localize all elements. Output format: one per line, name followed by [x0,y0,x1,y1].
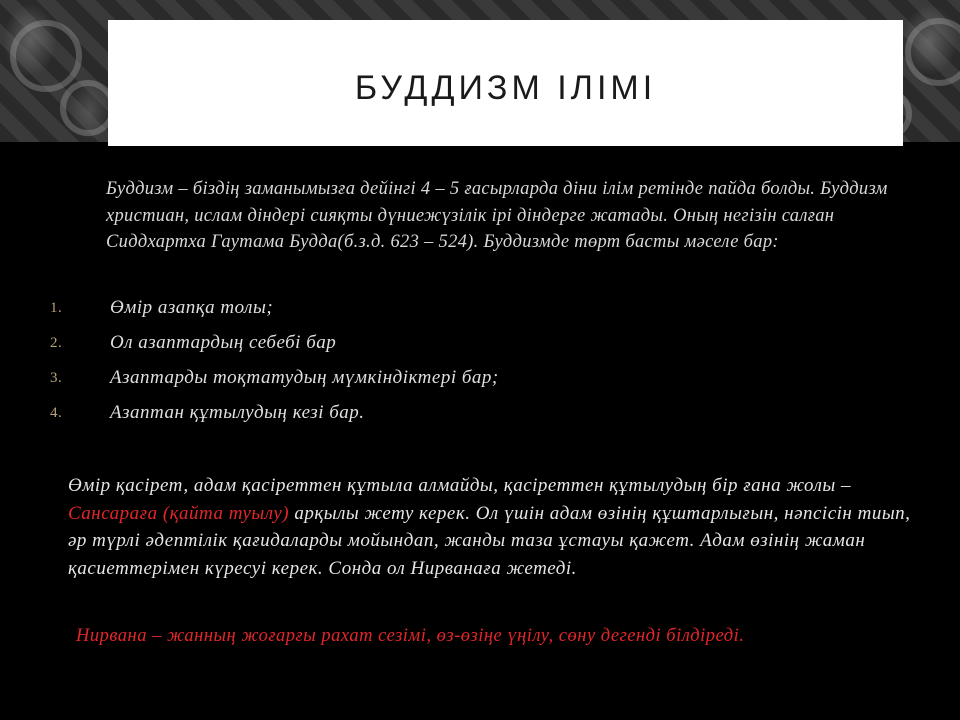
body-text-part1: Өмір қасірет, адам қасіреттен құтыла алмайды, қасіреттен құтылудың бір ғана жолы – [68,475,851,496]
numbered-list [0,294,960,434]
swirl-ornament [10,20,82,92]
title-box [108,20,903,146]
nirvana-definition: Нирвана – жанның жоғарғы рахат сезімі, өз-өзіңе үңілу, сөну дегенді білдіреді. [76,626,745,646]
list-number: 1. [50,300,63,316]
list-item [0,364,960,399]
list-item-text: Азаптарды тоқтатудың мүмкіндіктері бар; [110,367,499,388]
list-item-text: Өмір азапқа толы; [110,297,274,318]
slide-title: БУДДИЗМ ІЛІМІ [354,68,657,107]
body-text-part2: арқылы жету керек. Ол үшін адам өзінің құштарлығын, нәпсісін тиып, әр түрлі әдептілік қағидаларды мойындап, жанды таза ұстауы қажет. Адам өзінің жаман қасиеттерімен күресуі керек. Сонда ол Нирванаға жетеді. [68,502,911,579]
intro-paragraph: Буддизм – біздің заманымызға дейінгі 4 – 5 ғасырларда діни ілім ретінде пайда болды. Буддизм христиан, ислам діндері сияқты дүниежүзілік ірі діндерге жатады. Оның негізін салған Сиддхартха Гаутама Будда(б.з.д. 623 – 524). Буддизмде төрт басты мәселе бар: [106,179,888,252]
body-paragraph [68,472,918,582]
list-item-text: Ол азаптардың себебі бар [110,332,337,353]
list-item [0,399,960,434]
list-item [0,329,960,364]
list-number: 3. [50,370,63,386]
list-item [0,294,960,329]
swirl-ornament [905,18,960,86]
samsara-highlight: Сансараға (қайта туылу) [68,502,290,524]
list-item-text: Азаптан құтылудың кезі бар. [110,402,365,423]
list-number: 2. [50,335,63,351]
list-number: 4. [50,405,63,421]
